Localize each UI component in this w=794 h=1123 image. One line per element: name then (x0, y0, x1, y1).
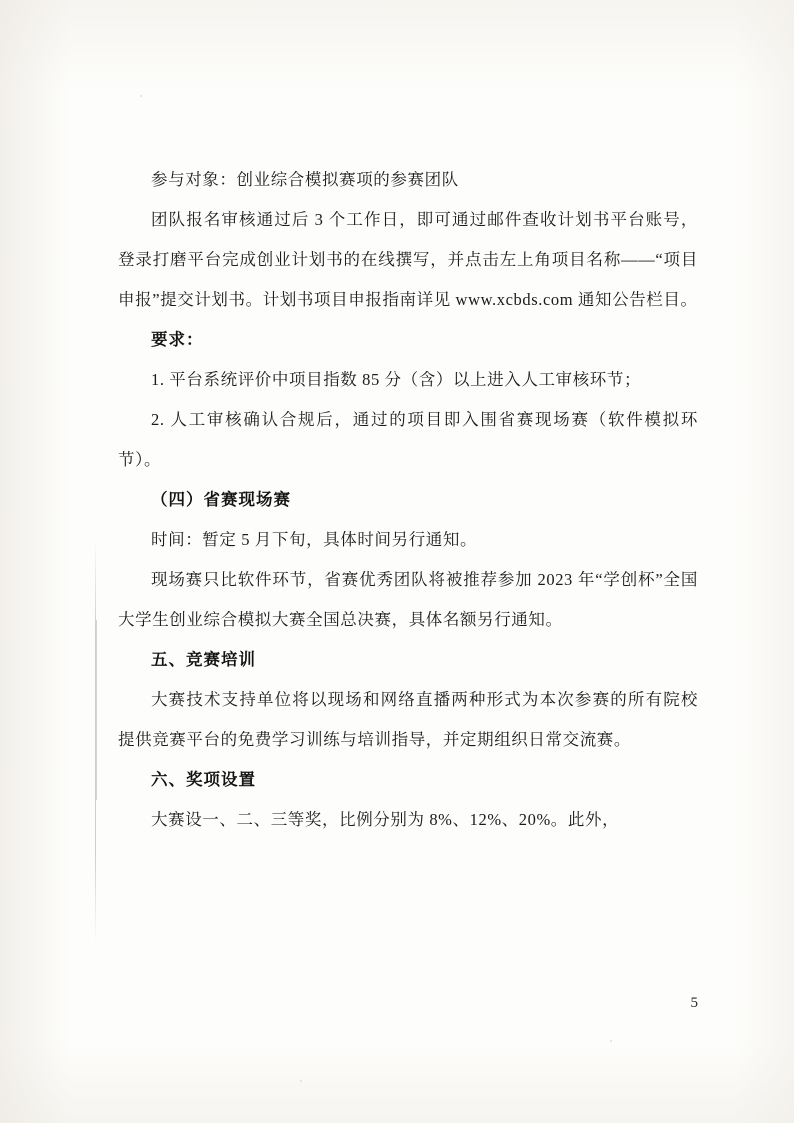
paragraph-requirement-1: 1. 平台系统评价中项目指数 85 分（含）以上进入人工审核环节； (151, 370, 642, 389)
paragraph-schedule: 时间：暂定 5 月下旬，具体时间另行通知。 (151, 530, 478, 549)
heading-awards: 六、奖项设置 (151, 770, 256, 789)
paragraph-awards-details: 大赛设一、二、三等奖，比例分别为 8%、12%、20%。此外， (151, 810, 620, 829)
paper-speckle (140, 95, 142, 97)
heading-requirements: 要求： (151, 330, 204, 349)
heading-provincial-onsite-competition: （四）省赛现场赛 (151, 490, 291, 509)
heading-competition-training: 五、竞赛培训 (151, 650, 256, 669)
paragraph-onsite-details: 现场赛只比软件环节，省赛优秀团队将被推荐参加 2023 年“学创杯”全国大学生创业综合模拟大赛全国总决赛，具体名额另行通知。 (118, 570, 698, 629)
paper-speckle (610, 1040, 612, 1042)
paragraph-registration-process: 团队报名审核通过后 3 个工作日，即可通过邮件查收计划书平台账号，登录打磨平台完成创业计划书的在线撰写，并点击左上角项目名称——“项目申报”提交计划书。计划书项目申报指南详见 www.xcbds.com 通知公告栏目。 (118, 210, 698, 309)
paragraph-requirement-2: 2. 人工审核确认合规后，通过的项目即入围省赛现场赛（软件模拟环节）。 (118, 410, 698, 469)
document-body (118, 160, 698, 840)
scan-seam (95, 0, 96, 1123)
scan-seam-secondary (96, 620, 97, 800)
paragraph-training-details: 大赛技术支持单位将以现场和网络直播两种形式为本次参赛的所有院校提供竞赛平台的免费学习训练与培训指导，并定期组织日常交流赛。 (118, 690, 698, 749)
paragraph-participants: 参与对象：创业综合模拟赛项的参赛团队 (151, 170, 459, 189)
paper-speckle (300, 1080, 302, 1082)
page-number: 5 (690, 995, 698, 1011)
